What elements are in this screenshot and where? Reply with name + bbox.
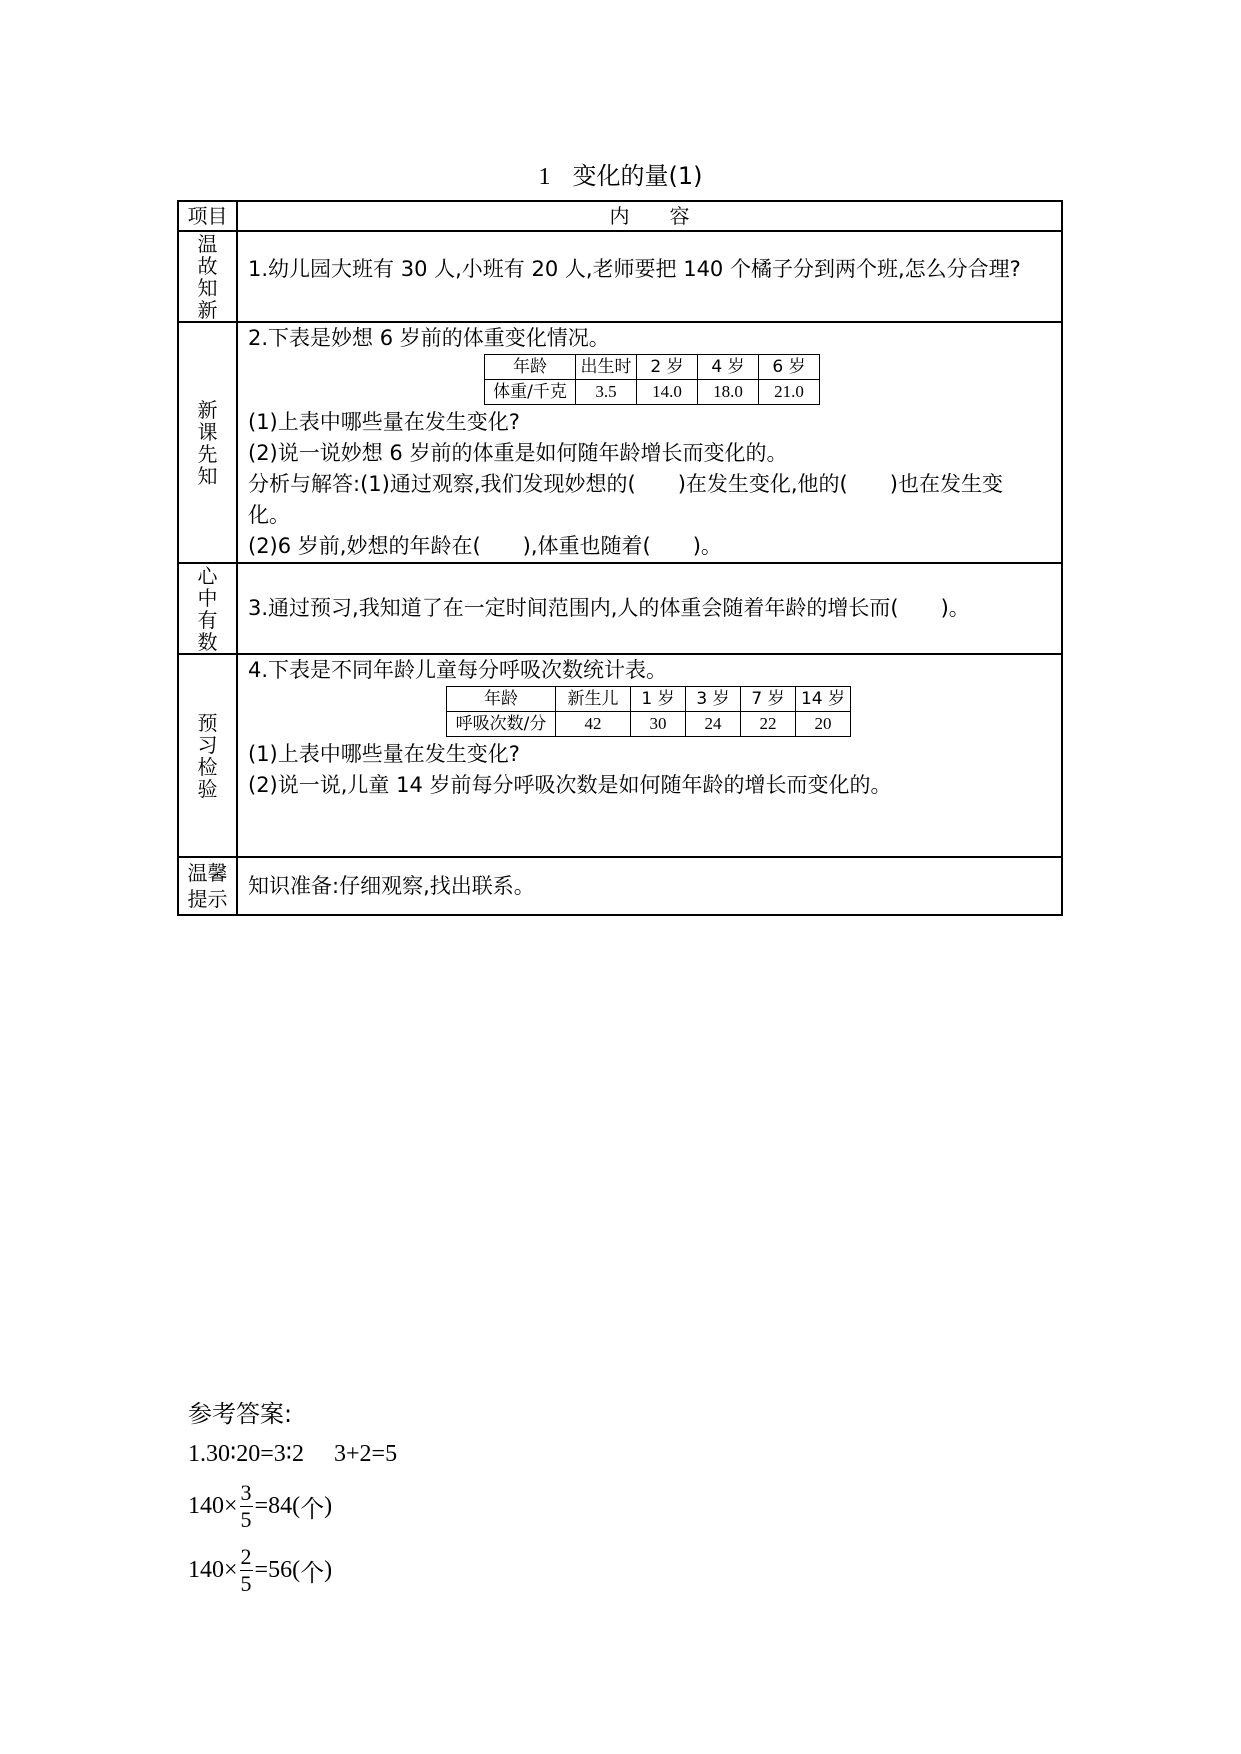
section-preview-row — [178, 322, 1062, 563]
worksheet-table — [177, 200, 1063, 916]
table-cell: 21.0 — [759, 380, 820, 405]
table-cell: 7 岁 — [741, 687, 796, 712]
question-1: 1.幼儿园大班有 30 人,小班有 20 人,老师要把 140 个橘子分到两个班,怎么分合理? — [248, 257, 1021, 281]
table-cell: 3.5 — [576, 380, 637, 405]
table-cell: 出生时 — [576, 355, 637, 380]
section-label-tip: 温馨 提示 — [178, 857, 237, 915]
breathing-table-rate-row — [447, 712, 851, 737]
table-cell: 新生儿 — [556, 687, 631, 712]
section-tip-row — [178, 857, 1062, 915]
table-cell: 30 — [631, 712, 686, 737]
table-cell: 20 — [796, 712, 851, 737]
table-cell: 年龄 — [485, 355, 576, 380]
breathing-table — [446, 686, 851, 737]
table-cell: 年龄 — [447, 687, 556, 712]
table-cell: 3 岁 — [686, 687, 741, 712]
title-number: 1 — [538, 164, 551, 190]
weight-table-weight-row — [485, 380, 820, 405]
answer-calc-2: 140× $\frac{2}{5}$ =56( 个 ) — [188, 1543, 333, 1596]
table-cell: 24 — [686, 712, 741, 737]
section-review-row — [178, 231, 1062, 322]
question-4-part-1: (1)上表中哪些量在发生变化? — [248, 742, 520, 766]
section-content-tip — [237, 857, 1062, 915]
section-content-check — [237, 654, 1062, 857]
breathing-table-age-row — [447, 687, 851, 712]
table-cell: 14 岁 — [796, 687, 851, 712]
section-label-review: 温 故 知 新 — [178, 231, 237, 322]
section-label-preview: 新 课 先 知 — [178, 322, 237, 563]
section-content-preview — [237, 322, 1062, 563]
analysis-line-3: (2)6 岁前,妙想的年龄在( ),体重也随着( )。 — [248, 534, 722, 558]
table-cell: 6 岁 — [759, 355, 820, 380]
fraction: $\frac{2}{5}$ — [240, 1543, 252, 1596]
table-cell: 2 岁 — [637, 355, 698, 380]
table-cell: 18.0 — [698, 380, 759, 405]
answer-key — [188, 1394, 397, 1602]
header-col-item: 项目 — [178, 201, 237, 231]
fraction: $\frac{3}{5}$ — [240, 1479, 252, 1532]
question-2-part-2: (2)说一说妙想 6 岁前的体重是如何随年龄增长而变化的。 — [248, 441, 788, 465]
section-content-review — [237, 231, 1062, 322]
answer-heading: 参考答案: — [188, 1400, 293, 1428]
answer-line-1: 1.30∶20=3∶2 3+2=5 — [188, 1441, 398, 1467]
question-4-intro: 4.下表是不同年龄儿童每分呼吸次数统计表。 — [248, 658, 668, 682]
title-text: 变化的量(1) — [572, 162, 703, 190]
section-check-row — [178, 654, 1062, 857]
table-cell: 呼吸次数/分 — [447, 712, 556, 737]
table-cell: 1 岁 — [631, 687, 686, 712]
answer-calc-1: 140× $\frac{3}{5}$ =84( 个 ) — [188, 1479, 333, 1532]
table-cell: 14.0 — [637, 380, 698, 405]
section-grasp-row — [178, 563, 1062, 654]
table-cell: 42 — [556, 712, 631, 737]
header-row — [178, 201, 1062, 231]
document-title — [0, 160, 1241, 193]
weight-table — [484, 354, 820, 405]
section-content-grasp — [237, 563, 1062, 654]
question-2-intro: 2.下表是妙想 6 岁前的体重变化情况。 — [248, 326, 610, 350]
weight-table-age-row — [485, 355, 820, 380]
header-col-content: 内 容 — [237, 201, 1062, 231]
analysis-line-1: 分析与解答:(1)通过观察,我们发现妙想的( )在发生变化,他的( )也在发生变 — [248, 472, 1003, 496]
section-label-grasp: 心 中 有 数 — [178, 563, 237, 654]
table-cell: 体重/千克 — [485, 380, 576, 405]
question-3: 3.通过预习,我知道了在一定时间范围内,人的体重会随着年龄的增长而( )。 — [248, 596, 970, 620]
question-2-part-1: (1)上表中哪些量在发生变化? — [248, 410, 520, 434]
tip-text: 知识准备:仔细观察,找出联系。 — [248, 873, 535, 898]
question-4-part-2: (2)说一说,儿童 14 岁前每分呼吸次数是如何随年龄的增长而变化的。 — [248, 773, 892, 797]
section-label-check: 预 习 检 验 — [178, 654, 237, 857]
table-cell: 22 — [741, 712, 796, 737]
analysis-line-2: 化。 — [248, 503, 290, 527]
table-cell: 4 岁 — [698, 355, 759, 380]
